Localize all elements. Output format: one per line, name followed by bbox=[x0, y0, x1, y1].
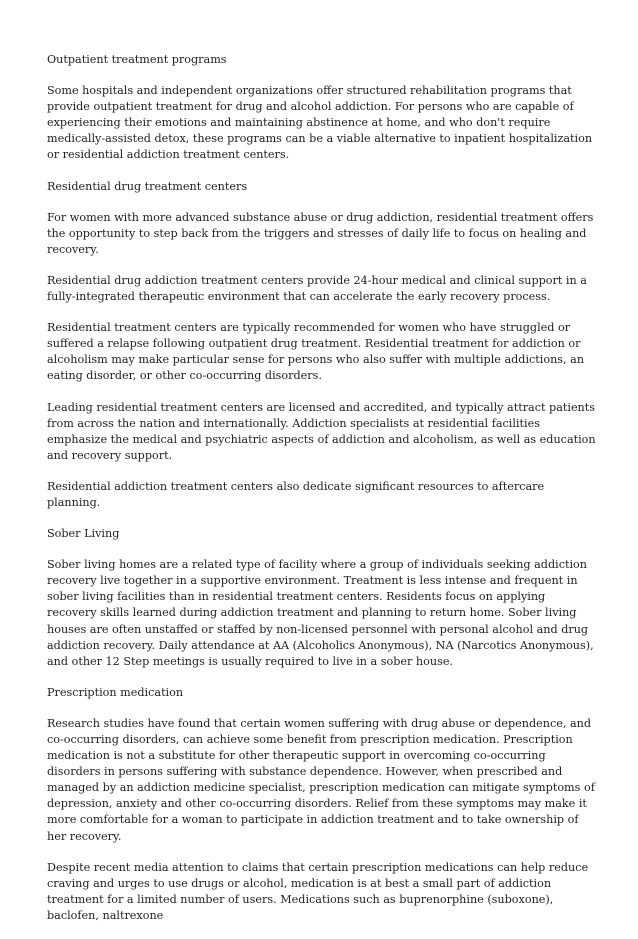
section-heading-sober-living: Sober Living bbox=[47, 527, 120, 541]
paragraph: Residential treatment centers are typically recommended for women who have struggled or suffered a relapse following outpatient drug treatment. Residential treatment for addiction or alcoholism may make particular sense for persons who also suffer with multiple addictions, an eating disorder, or other co-occurring disorders. bbox=[47, 321, 585, 383]
section-heading-residential: Residential drug treatment centers bbox=[47, 179, 248, 193]
paragraph: Research studies have found that certain women suffering with drug abuse or dependence, and co-occurring disorders, can achieve some benefit from prescription medication. Prescription medication is not a substitute for other therapeutic support in overcoming co-occurring disorders in persons suffering with substance dependence. However, when prescribed and managed by an addiction medicine specialist, prescription medication can mitigate symptoms of depression, anxiety and other co-occurring disorders. Relief from these symptoms may make it more comfortable for a woman to participate in addiction treatment and to take ownership of her recovery. bbox=[47, 716, 595, 843]
document-page bbox=[47, 52, 597, 939]
paragraph: Residential drug addiction treatment centers provide 24-hour medical and clinical support in a fully-integrated therapeutic environment that can accelerate the early recovery process. bbox=[47, 273, 587, 304]
paragraph: Residential addiction treatment centers also dedicate significant resources to aftercare planning. bbox=[47, 479, 545, 509]
section-heading-outpatient: Outpatient treatment programs bbox=[47, 53, 227, 66]
paragraph: Leading residential treatment centers are licensed and accredited, and typically attract patients from across the nation and internationally. Addiction specialists at residential facilities emphasize the medical and psychiatric aspects of addiction and alcoholism, as well as education and recovery support. bbox=[47, 400, 596, 462]
section-heading-prescription: Prescription medication bbox=[47, 685, 184, 699]
paragraph: For women with more advanced substance abuse or drug addiction, residential treatment offers the opportunity to step back from the triggers and stresses of daily life to focus on healing and recovery. bbox=[47, 210, 594, 256]
paragraph: Despite recent media attention to claims that certain prescription medications can help reduce craving and urges to use drugs or alcohol, medication is at best a small part of addiction treatment for a limited number of users. Medications such as buprenorphine (suboxone), baclofen, naltrexone bbox=[47, 860, 589, 922]
paragraph: Sober living homes are a related type of facility where a group of individuals seeking addiction recovery live together in a supportive environment. Treatment is less intense and frequent in sober living facilities than in residential treatment centers. Residents focus on applying recovery skills learned during addiction treatment and planning to return home. Sober living houses are often unstaffed or staffed by non-licensed personnel with personal alcohol and drug addiction recovery. Daily attendance at AA (Alcoholics Anonymous), NA (Narcotics Anonymous), and other 12 Step meetings is usually required to live in a sober house. bbox=[47, 558, 594, 668]
paragraph: Some hospitals and independent organizations offer structured rehabilitation programs that provide outpatient treatment for drug and alcohol addiction. For persons who are capable of experiencing their emotions and maintaining abstinence at home, and who don't require medically-assisted detox, these programs can be a viable alternative to inpatient hospitalization or residential addiction treatment centers. bbox=[47, 84, 593, 162]
